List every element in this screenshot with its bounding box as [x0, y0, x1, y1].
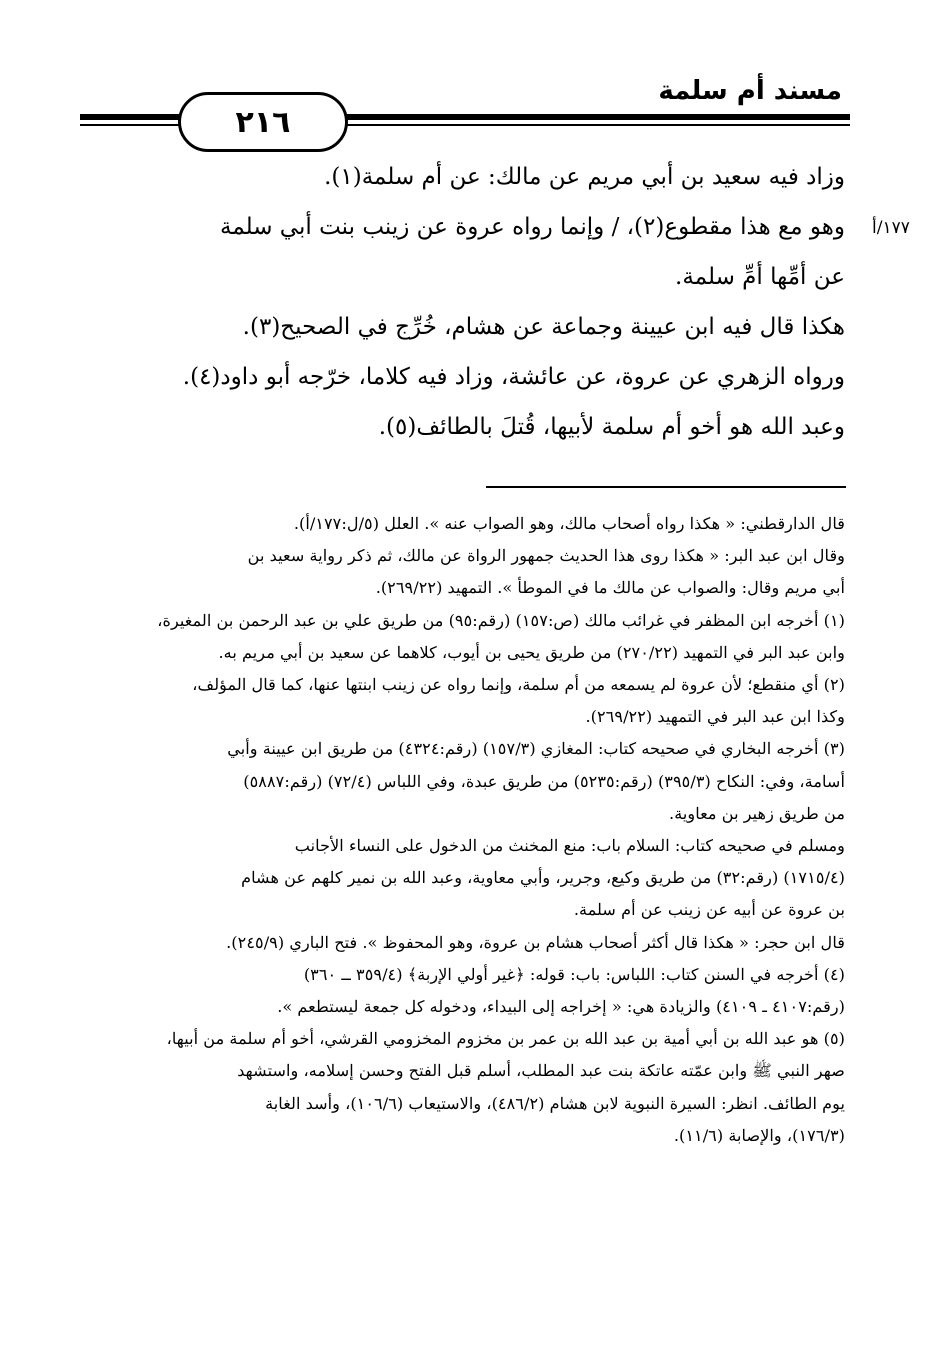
running-title: مسند أم سلمة [658, 76, 842, 106]
footnote-line: (٣) أخرجه البخاري في صحيحه كتاب: المغازي (١٥٧/٣) (رقم:٤٣٢٤) من طريق ابن عيينة وأبي [227, 739, 845, 759]
main-text [80, 152, 845, 452]
body-line: ورواه الزهري عن عروة، عن عائشة، وزاد فيه كلاما، خرّجه أبو داود(٤). [182, 364, 845, 390]
body-line: هكذا قال فيه ابن عيينة وجماعة عن هشام، خُرِّج في الصحيح(٣). [242, 314, 845, 340]
footnote-line: (١٧١٥/٤) (رقم:٣٢) من طريق وكيع، وجرير، وأبي معاوية، وعبد الله بن نمير كلهم عن هشام [241, 868, 845, 888]
footnote-line: قال الدارقطني: « هكذا رواه أصحاب مالك، وهو الصواب عنه ». العلل (٥/ل:١٧٧/أ). [293, 514, 845, 533]
footnote-line: يوم الطائف. انظر: السيرة النبوية لابن هشام (٤٨٦/٢)، والاستيعاب (١٠٦/٦)، وأسد الغابة [265, 1093, 845, 1113]
footnote-line: (٥) هو عبد الله بن أبي أمية بن عبد الله بن عمر بن مخزوم المخزومي القرشي، أخو أم سلمة من أبيها، [166, 1029, 845, 1049]
body-line: وهو مع هذا مقطوع(٢)، / وإنما رواه عروة عن زينب بنت أبي سلمة [219, 214, 845, 240]
footnote-line: (٢) أي منقطع؛ لأن عروة لم يسمعه من أم سلمة، وإنما رواه عن زينب ابنتها عنها، كما قال المؤلف، [192, 675, 845, 695]
footnote-line: بن عروة عن أبيه عن زينب عن أم سلمة. [573, 900, 845, 920]
footnote-line: وكذا ابن عبد البر في التمهيد (٢٦٩/٢٢). [585, 707, 845, 727]
manuscript-folio-note: ١٧٧/أ [872, 218, 910, 238]
footnote-line: (رقم:٤١٠٧ ـ ٤١٠٩) والزيادة هي: « إخراجه إلى البيداء، ودخوله كل جمعة ليستطعم ». [277, 997, 845, 1017]
footnote-line: وقال ابن عبد البر: « هكذا روى هذا الحديث جمهور الرواة عن مالك، ثم ذكر رواية سعيد بن [247, 546, 845, 566]
footnote-line: (٤) أخرجه في السنن كتاب: اللباس: باب: قوله: ﴿غير أولي الإربة﴾ (٣٥٩/٤ ــ ٣٦٠) [303, 964, 845, 984]
body-line: وعبد الله هو أخو أم سلمة لأبيها، قُتلَ بالطائف(٥). [378, 414, 845, 440]
page-header [80, 70, 850, 140]
footnote-line: من طريق زهير بن معاوية. [669, 803, 845, 823]
footnotes [80, 508, 845, 1152]
page-number: ٢١٦ [178, 92, 348, 152]
body-line: وزاد فيه سعيد بن أبي مريم عن مالك: عن أم سلمة(١). [324, 164, 845, 190]
footnote-line: أبي مريم وقال: والصواب عن مالك ما في الموطأ ». التمهيد (٢٦٩/٢٢). [375, 578, 845, 598]
footnote-line: (١٧٦/٣)، والإصابة (١١/٦). [673, 1125, 845, 1145]
footnote-divider [486, 486, 846, 488]
footnote-line: ومسلم في صحيحه كتاب: السلام باب: منع المخنث من الدخول على النساء الأجانب [294, 836, 845, 856]
footnote-line: (١) أخرجه ابن المظفر في غرائب مالك (ص:١٥٧) (رقم:٩٥) من طريق علي بن عبد الرحمن بن المغيرة، [157, 610, 845, 630]
footnote-line: أسامة، وفي: النكاح (٣٩٥/٣) (رقم:٥٢٣٥) من طريق عبدة، وفي اللباس (٧٢/٤) (رقم:٥٨٨٧) [243, 771, 845, 791]
body-line: عن أمِّها أمِّ سلمة. [675, 264, 845, 290]
footnote-line: وابن عبد البر في التمهيد (٢٧٠/٢٢) من طريق يحيى بن أيوب، كلاهما عن سعيد بن أبي مريم به. [218, 642, 845, 662]
footnote-line: صهر النبي ﷺ وابن عمّته عاتكة بنت عبد المطلب، أسلم قبل الفتح وحسن إسلامه، واستشهد [237, 1061, 845, 1081]
footnote-line: قال ابن حجر: « هكذا قال أكثر أصحاب هشام بن عروة، وهو المحفوظ ». فتح الباري (٢٤٥/٩). [226, 932, 845, 952]
